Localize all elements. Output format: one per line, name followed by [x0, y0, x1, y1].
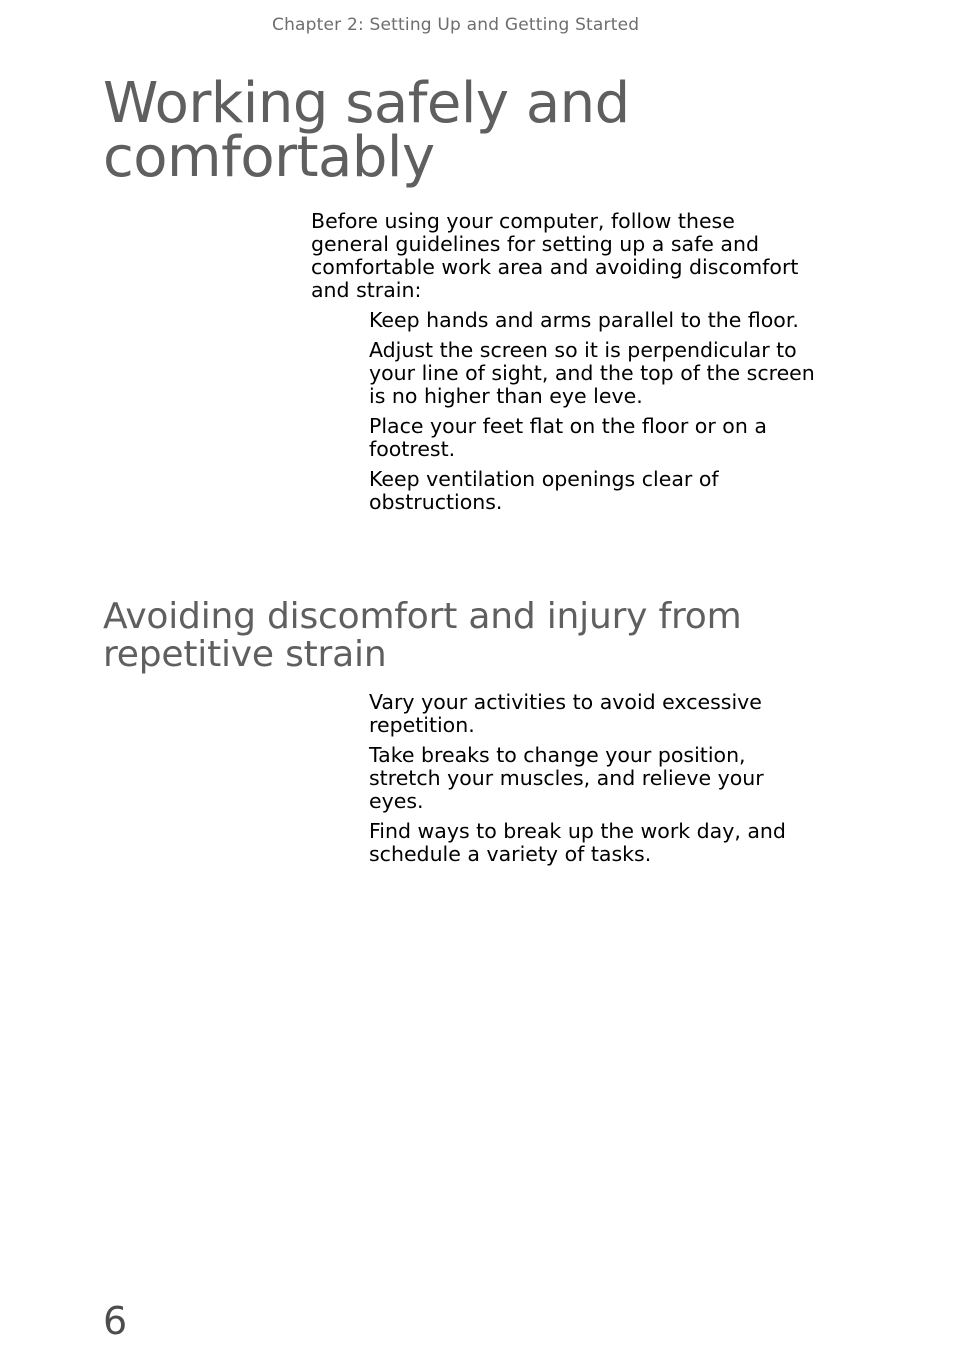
list-item: Place your feet flat on the floor or on a footrest. [369, 414, 767, 461]
page-number: 6 [103, 1299, 128, 1343]
setup-guidelines-list [369, 309, 819, 521]
repetitive-strain-list [369, 691, 819, 873]
page-title: Working safely and comfortably [103, 71, 630, 190]
list-item: Vary your activities to avoid excessive repetition. [369, 690, 762, 737]
intro-paragraph: Before using your computer, follow these general guidelines for setting up a safe and comfortable work area and avoiding discomfort and strain: [311, 209, 799, 302]
list-item: Find ways to break up the work day, and schedule a variety of tasks. [369, 819, 786, 866]
running-header: Chapter 2: Setting Up and Getting Started [272, 15, 640, 35]
list-item: Keep hands and arms parallel to the floor. [369, 308, 799, 332]
list-item: Adjust the screen so it is perpendicular to your line of sight, and the top of the screen is no higher than eye leve. [369, 338, 815, 408]
list-item: Take breaks to change your position, stretch your muscles, and relieve your eyes. [369, 743, 764, 813]
list-item: Keep ventilation openings clear of obstructions. [369, 467, 719, 514]
section-heading: Avoiding discomfort and injury from repetitive strain [103, 596, 742, 675]
